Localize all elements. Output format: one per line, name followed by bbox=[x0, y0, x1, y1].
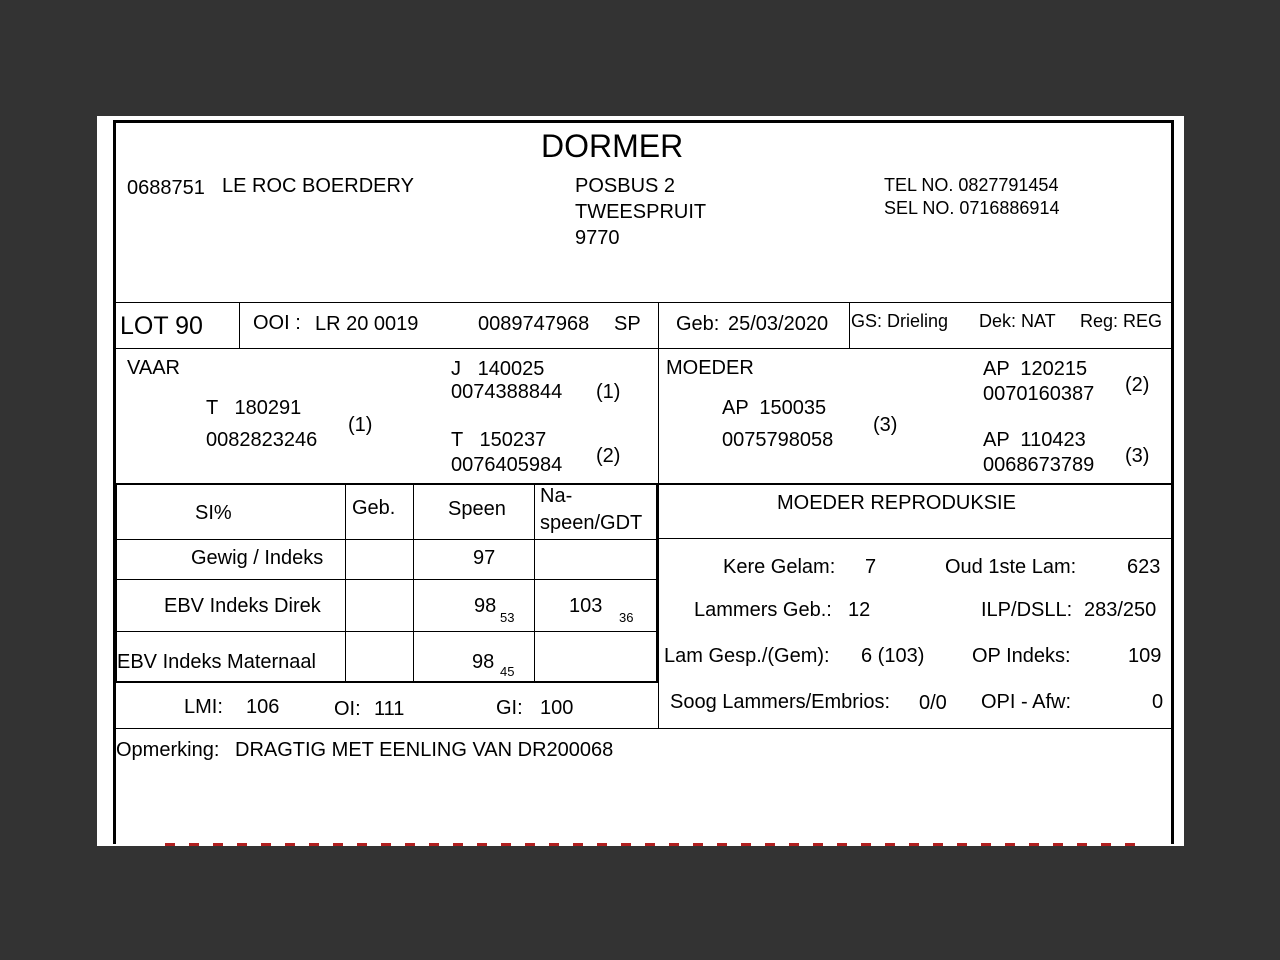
rule bbox=[849, 302, 850, 348]
dam-sire-number: 0070160387 bbox=[983, 383, 1095, 405]
birth-label: Geb: bbox=[676, 313, 720, 335]
sp-code: SP bbox=[614, 313, 641, 335]
rule bbox=[534, 484, 535, 682]
first-lamb-age-label: Oud 1ste Lam: bbox=[945, 556, 1077, 578]
rule bbox=[656, 484, 658, 682]
ebv-direct-post-weaning-accuracy: 36 bbox=[619, 610, 634, 625]
oi-label: OI: bbox=[334, 698, 361, 720]
dam-number: 0075798058 bbox=[722, 429, 834, 451]
rule bbox=[116, 681, 659, 683]
address-line-3: 9770 bbox=[575, 227, 620, 249]
sire-dam-id: T 150237 bbox=[451, 429, 547, 451]
rule bbox=[659, 538, 1172, 539]
sel-number: SEL NO. 0716886914 bbox=[884, 198, 1060, 218]
rule bbox=[116, 579, 659, 580]
dam-dam-number: 0068673789 bbox=[983, 454, 1095, 476]
sire-number: 0082823246 bbox=[206, 429, 318, 451]
post-weaning-header-line-2: speen/GDT bbox=[540, 512, 643, 534]
dam-mark: (3) bbox=[873, 414, 898, 436]
mating-type: Dek: NAT bbox=[979, 311, 1056, 331]
tel-number: TEL NO. 0827791454 bbox=[884, 175, 1059, 195]
si-percent-header: SI% bbox=[195, 502, 232, 524]
sire-dam-mark: (2) bbox=[596, 445, 621, 467]
birth-column-header: Geb. bbox=[352, 497, 396, 519]
weaning-column-header: Speen bbox=[448, 498, 506, 520]
rule bbox=[116, 483, 1172, 485]
dam-id: AP 150035 bbox=[722, 397, 827, 419]
suckled-lambs-label: Soog Lammers/Embrios: bbox=[670, 691, 891, 713]
gi-value: 100 bbox=[540, 697, 574, 719]
gi-label: GI: bbox=[496, 697, 523, 719]
rule bbox=[116, 631, 659, 632]
registration-number: 0089747968 bbox=[478, 313, 590, 335]
address-line-1: POSBUS 2 bbox=[575, 175, 676, 197]
opi-deviation-label: OPI - Afw: bbox=[981, 691, 1072, 713]
rule bbox=[345, 484, 346, 682]
lmi-label: LMI: bbox=[184, 696, 223, 718]
lambings-value: 7 bbox=[865, 556, 877, 578]
rule bbox=[116, 348, 1172, 349]
oi-value: 111 bbox=[374, 698, 405, 720]
ebv-direct-weaning: 98 bbox=[474, 595, 497, 617]
owner-id: 0688751 bbox=[127, 177, 205, 199]
rule bbox=[116, 539, 659, 540]
ebv-direct-post-weaning: 103 bbox=[569, 595, 603, 617]
sire-mark: (1) bbox=[348, 414, 373, 436]
ebv-direct-label: EBV Indeks Direk bbox=[164, 595, 321, 617]
breed-title: DORMER bbox=[541, 128, 684, 164]
ooi-label: OOI : bbox=[253, 312, 301, 334]
ebv-direct-weaning-accuracy: 53 bbox=[500, 610, 515, 625]
ebv-maternal-label: EBV Indeks Maternaal bbox=[117, 651, 316, 673]
sire-sire-number: 0074388844 bbox=[451, 381, 563, 403]
registration-status: Reg: REG bbox=[1080, 311, 1163, 331]
rule bbox=[413, 484, 414, 682]
dam-sire-id: AP 120215 bbox=[983, 358, 1088, 380]
dam-dam-mark: (3) bbox=[1125, 445, 1150, 467]
lambs-weaned-value: 6 (103) bbox=[861, 645, 925, 667]
lambs-weaned-label: Lam Gesp./(Gem): bbox=[664, 645, 830, 667]
reproduction-title: MOEDER REPRODUKSIE bbox=[777, 492, 1016, 514]
sire-sire-mark: (1) bbox=[596, 381, 621, 403]
birth-date: 25/03/2020 bbox=[728, 313, 829, 335]
opi-deviation-value: 0 bbox=[1152, 691, 1164, 713]
dam-dam-id: AP 110423 bbox=[983, 429, 1086, 451]
address-line-2: TWEESPRUIT bbox=[575, 201, 707, 223]
ebv-maternal-weaning: 98 bbox=[472, 651, 495, 673]
rule bbox=[116, 728, 1172, 729]
rule bbox=[239, 302, 240, 348]
rule bbox=[116, 302, 1172, 303]
sire-dam-number: 0076405984 bbox=[451, 454, 563, 476]
dam-sire-mark: (2) bbox=[1125, 374, 1150, 396]
lambs-born-label: Lammers Geb.: bbox=[694, 599, 832, 621]
sire-label: VAAR bbox=[127, 357, 180, 379]
ilp-dsll-value: 283/250 bbox=[1084, 599, 1157, 621]
post-weaning-header-line-1: Na- bbox=[540, 485, 573, 507]
cut-off-footer-text bbox=[165, 840, 1140, 846]
ebv-maternal-weaning-accuracy: 45 bbox=[500, 664, 515, 679]
ooi-id: LR 20 0019 bbox=[315, 313, 419, 335]
dam-label: MOEDER bbox=[666, 357, 754, 379]
op-index-value: 109 bbox=[1128, 645, 1162, 667]
sire-id: T 180291 bbox=[206, 397, 302, 419]
first-lamb-age-value: 623 bbox=[1127, 556, 1161, 578]
weight-index-label: Gewig / Indeks bbox=[191, 547, 324, 569]
rule bbox=[658, 302, 659, 728]
ilp-dsll-label: ILP/DSLL: bbox=[981, 599, 1073, 621]
remark-text: DRAGTIG MET EENLING VAN DR200068 bbox=[235, 739, 614, 761]
sire-sire-id: J 140025 bbox=[451, 358, 545, 380]
lambs-born-value: 12 bbox=[848, 599, 871, 621]
weight-index-weaning: 97 bbox=[473, 547, 496, 569]
op-index-label: OP Indeks: bbox=[972, 645, 1071, 667]
sale-card-frame bbox=[113, 120, 1174, 844]
owner-name: LE ROC BOERDERY bbox=[222, 175, 414, 197]
lot-number: LOT 90 bbox=[120, 312, 203, 340]
suckled-lambs-value: 0/0 bbox=[919, 692, 947, 714]
lmi-value: 106 bbox=[246, 696, 280, 718]
remark-label: Opmerking: bbox=[116, 739, 220, 761]
lambings-label: Kere Gelam: bbox=[723, 556, 836, 578]
birth-status: GS: Drieling bbox=[851, 311, 949, 331]
